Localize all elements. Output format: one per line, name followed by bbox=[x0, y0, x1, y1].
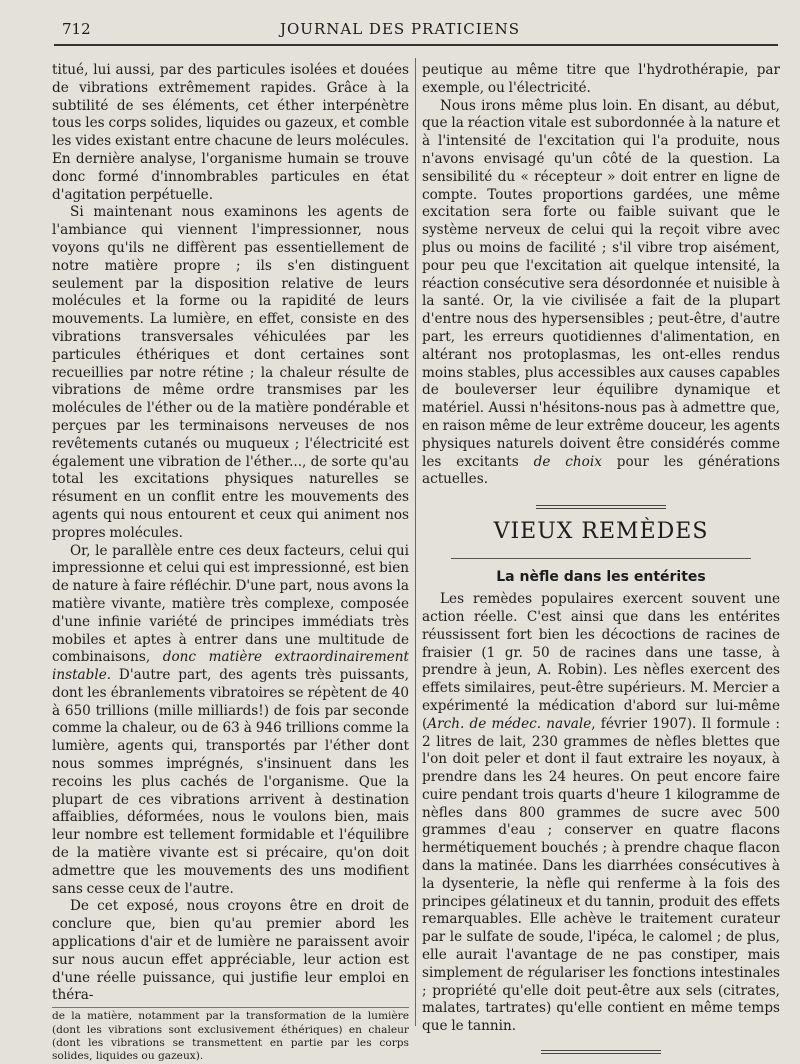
paragraph: titué, lui aussi, par des particules isolées et douées de vibrations extrêmement rapides. Grâce à la subtilité de ses éléments, cet éther interpénètre tous les corps solides, liquides ou gazeux, et comble les vides existant entre chacune de leurs molécules. En dernière analyse, l'organisme humain se trouve donc formé d'innombrables particules en état d'agitation perpétuelle. bbox=[52, 62, 409, 203]
column-divider bbox=[415, 58, 416, 1026]
paragraph-text: pour les générations actuelles. bbox=[422, 453, 780, 488]
italic-text: de choix bbox=[533, 453, 602, 470]
paragraph bbox=[422, 98, 780, 490]
right-column bbox=[422, 62, 780, 1054]
paragraph-text: Or, le parallèle entre ces deux facteurs, celui qui impressionne et celui qui est impressionné, est bien de nature à faire réfléchir. D'une part, nous avons la matière vivante, matière très complexe, composée d'une infinie variété de principes immédiats très mobiles et aptes à entrer dans une multitude de combinaisons, bbox=[52, 542, 409, 666]
paragraph bbox=[422, 591, 780, 1036]
paragraph-text: D'autre part, des agents très puissants, dont les ébranlements vibratoires se répètent de 40 à 650 trillions (mille milliards!) de fois par seconde comme la chaleur, ou de 63 à 946 trillions comme la lumière, agents qui, transportés par l'éther dont nous sommes imprégnés, s'insinuent dans les recoins les plus cachés de l'organisme. Que la plupart de ces vibrations arrivent à destination affaiblies, déformées, nous le voulons bien, mais leur nombre est tellement formidable et l'équilibre de la matière vivante est si précaire, qu'on doit admettre que les mouvements des uns modifient sans cesse ceux de l'autre. bbox=[52, 667, 409, 897]
article-title: La nèfle dans les entérites bbox=[496, 569, 706, 586]
running-title: JOURNAL DES PRATICIENS bbox=[280, 20, 521, 38]
left-column bbox=[52, 62, 409, 1064]
paragraph bbox=[52, 543, 409, 899]
section-separator bbox=[536, 505, 666, 509]
paragraph: Si maintenant nous examinons les agents de l'ambiance qui viennent l'impressionner, nous voyons qu'ils ne diffèrent pas essentiellement de notre matière propre ; ils s'en distinguent seulement par la disposition relative de leurs molécules et la forme ou la rapidité de leurs mouvements. La lumière, en effet, consiste en des vibrations transversales véhiculées par les particules éthériques et dont certaines sont recueillies par notre rétine ; la chaleur résulte de vibrations de même ordre transmises par les molécules de l'éther ou de la matière pondérable et perçues par les terminaisons nerveuses de nos revêtements cutanés ou muqueux ; l'électricité est également une vibration de l'éther..., de sorte qu'au total les excitations physiques naturelles se résument en un conflit entre les mouvements des agents qui nous entourent et ceux qui animent nos propres molécules. bbox=[52, 204, 409, 541]
paragraph: De cet exposé, nous croyons être en droit de conclure que, bien qu'au premier abord les applications d'air et de lumière ne paraissent avoir sur nous aucun effet appréciable, leur action est d'une réelle puissance, qui justifie leur emploi en théra- bbox=[52, 898, 409, 1004]
end-separator bbox=[541, 1050, 661, 1054]
header-rule bbox=[54, 44, 778, 46]
page-number: 712 bbox=[62, 20, 91, 38]
page-header bbox=[0, 0, 800, 48]
paragraph: peutique au même titre que l'hydrothérapie, par exemple, ou l'électricité. bbox=[422, 62, 780, 96]
italic-text: donc matière extraordinairement instable. bbox=[52, 649, 409, 684]
section-rule bbox=[451, 558, 751, 559]
paragraph-text: , février 1907). Il formule : 2 litres de lait, 230 grammes de nèfles blettes que l'on doit peler et dont il faut extraire les noyaux, à prendre dans les 24 heures. On peut encore faire cuire pendant trois quarts d'heure 1 kilogramme de nèfles dans 800 grammes de sucre avec 500 grammes d'eau ; conserver en quatre flacons hermétiquement bouchés ; à prendre chaque flacon dans la matinée. Dans les diarrhées consécutives à la dysenterie, la nèfle qui renferme à la fois des principes gélatineux et du tannin, produit des effets remarquables. Elle achève le traitement curateur par le sulfate de soude, l'ipéca, le calomel ; de plus, elle aurait l'avantage de ne pas constiper, mais simplement de régulariser les fonctions intestinales ; propriété qu'elle doit peut-être aux sels (citrates, malates, tartrates) qu'elle contient en même temps que le tannin. bbox=[422, 715, 780, 1035]
paragraph-text: Les remèdes populaires exercent souvent une action réelle. C'est ainsi que dans les entérites réussissent fort bien les décoctions de racines de fraisier (1 gr. 50 de racines dans une tasse, à prendre à jeun, A. Robin). Les nèfles exercent des effets similaires, peut-être supérieurs. M. Mercier a expérimenté la médication d'abord sur lui-même ( bbox=[422, 591, 780, 732]
italic-text: Arch. de médec. navale bbox=[427, 715, 592, 732]
section-title: VIEUX REMÈDES bbox=[493, 519, 709, 545]
footnote: de la matière, notamment par la transformation de la lumière (dont les vibrations sont exclusivement éthériques) en chaleur (dont les vibrations se transmettent en partie par les corps solides, liquides ou gazeux). bbox=[52, 1007, 409, 1064]
paragraph-text: Nous irons même plus loin. En disant, au début, que la réaction vitale est subordonnée à la nature et à l'intensité de l'excitation qui l'a produite, nous n'avons envisagé qu'un côté de la question. La sensibilité du « récepteur » doit entrer en ligne de compte. Toutes proportions gardées, une même excitation sera forte ou faible suivant que le système nerveux de celui qui la reçoit vibre avec plus ou moins de facilité ; s'il vibre trop aisément, pour peu que l'excitation ait quelque intensité, la réaction consécutive sera désordonnée et nuisible à la santé. Or, la vie civilisée a fait de la plupart d'entre nous des hypersensibles ; peut-être, d'autre part, les erreurs quotidiennes d'alimentation, en altérant nos protoplasmas, les ont-elles rendus moins stables, plus accessibles aux causes capables de bouleverser leur équilibre dynamique et matériel. Aussi n'hésitons-nous pas à admettre que, en raison même de leur extrême douceur, les agents physiques naturels doivent être considérés comme les excitants bbox=[422, 97, 780, 470]
